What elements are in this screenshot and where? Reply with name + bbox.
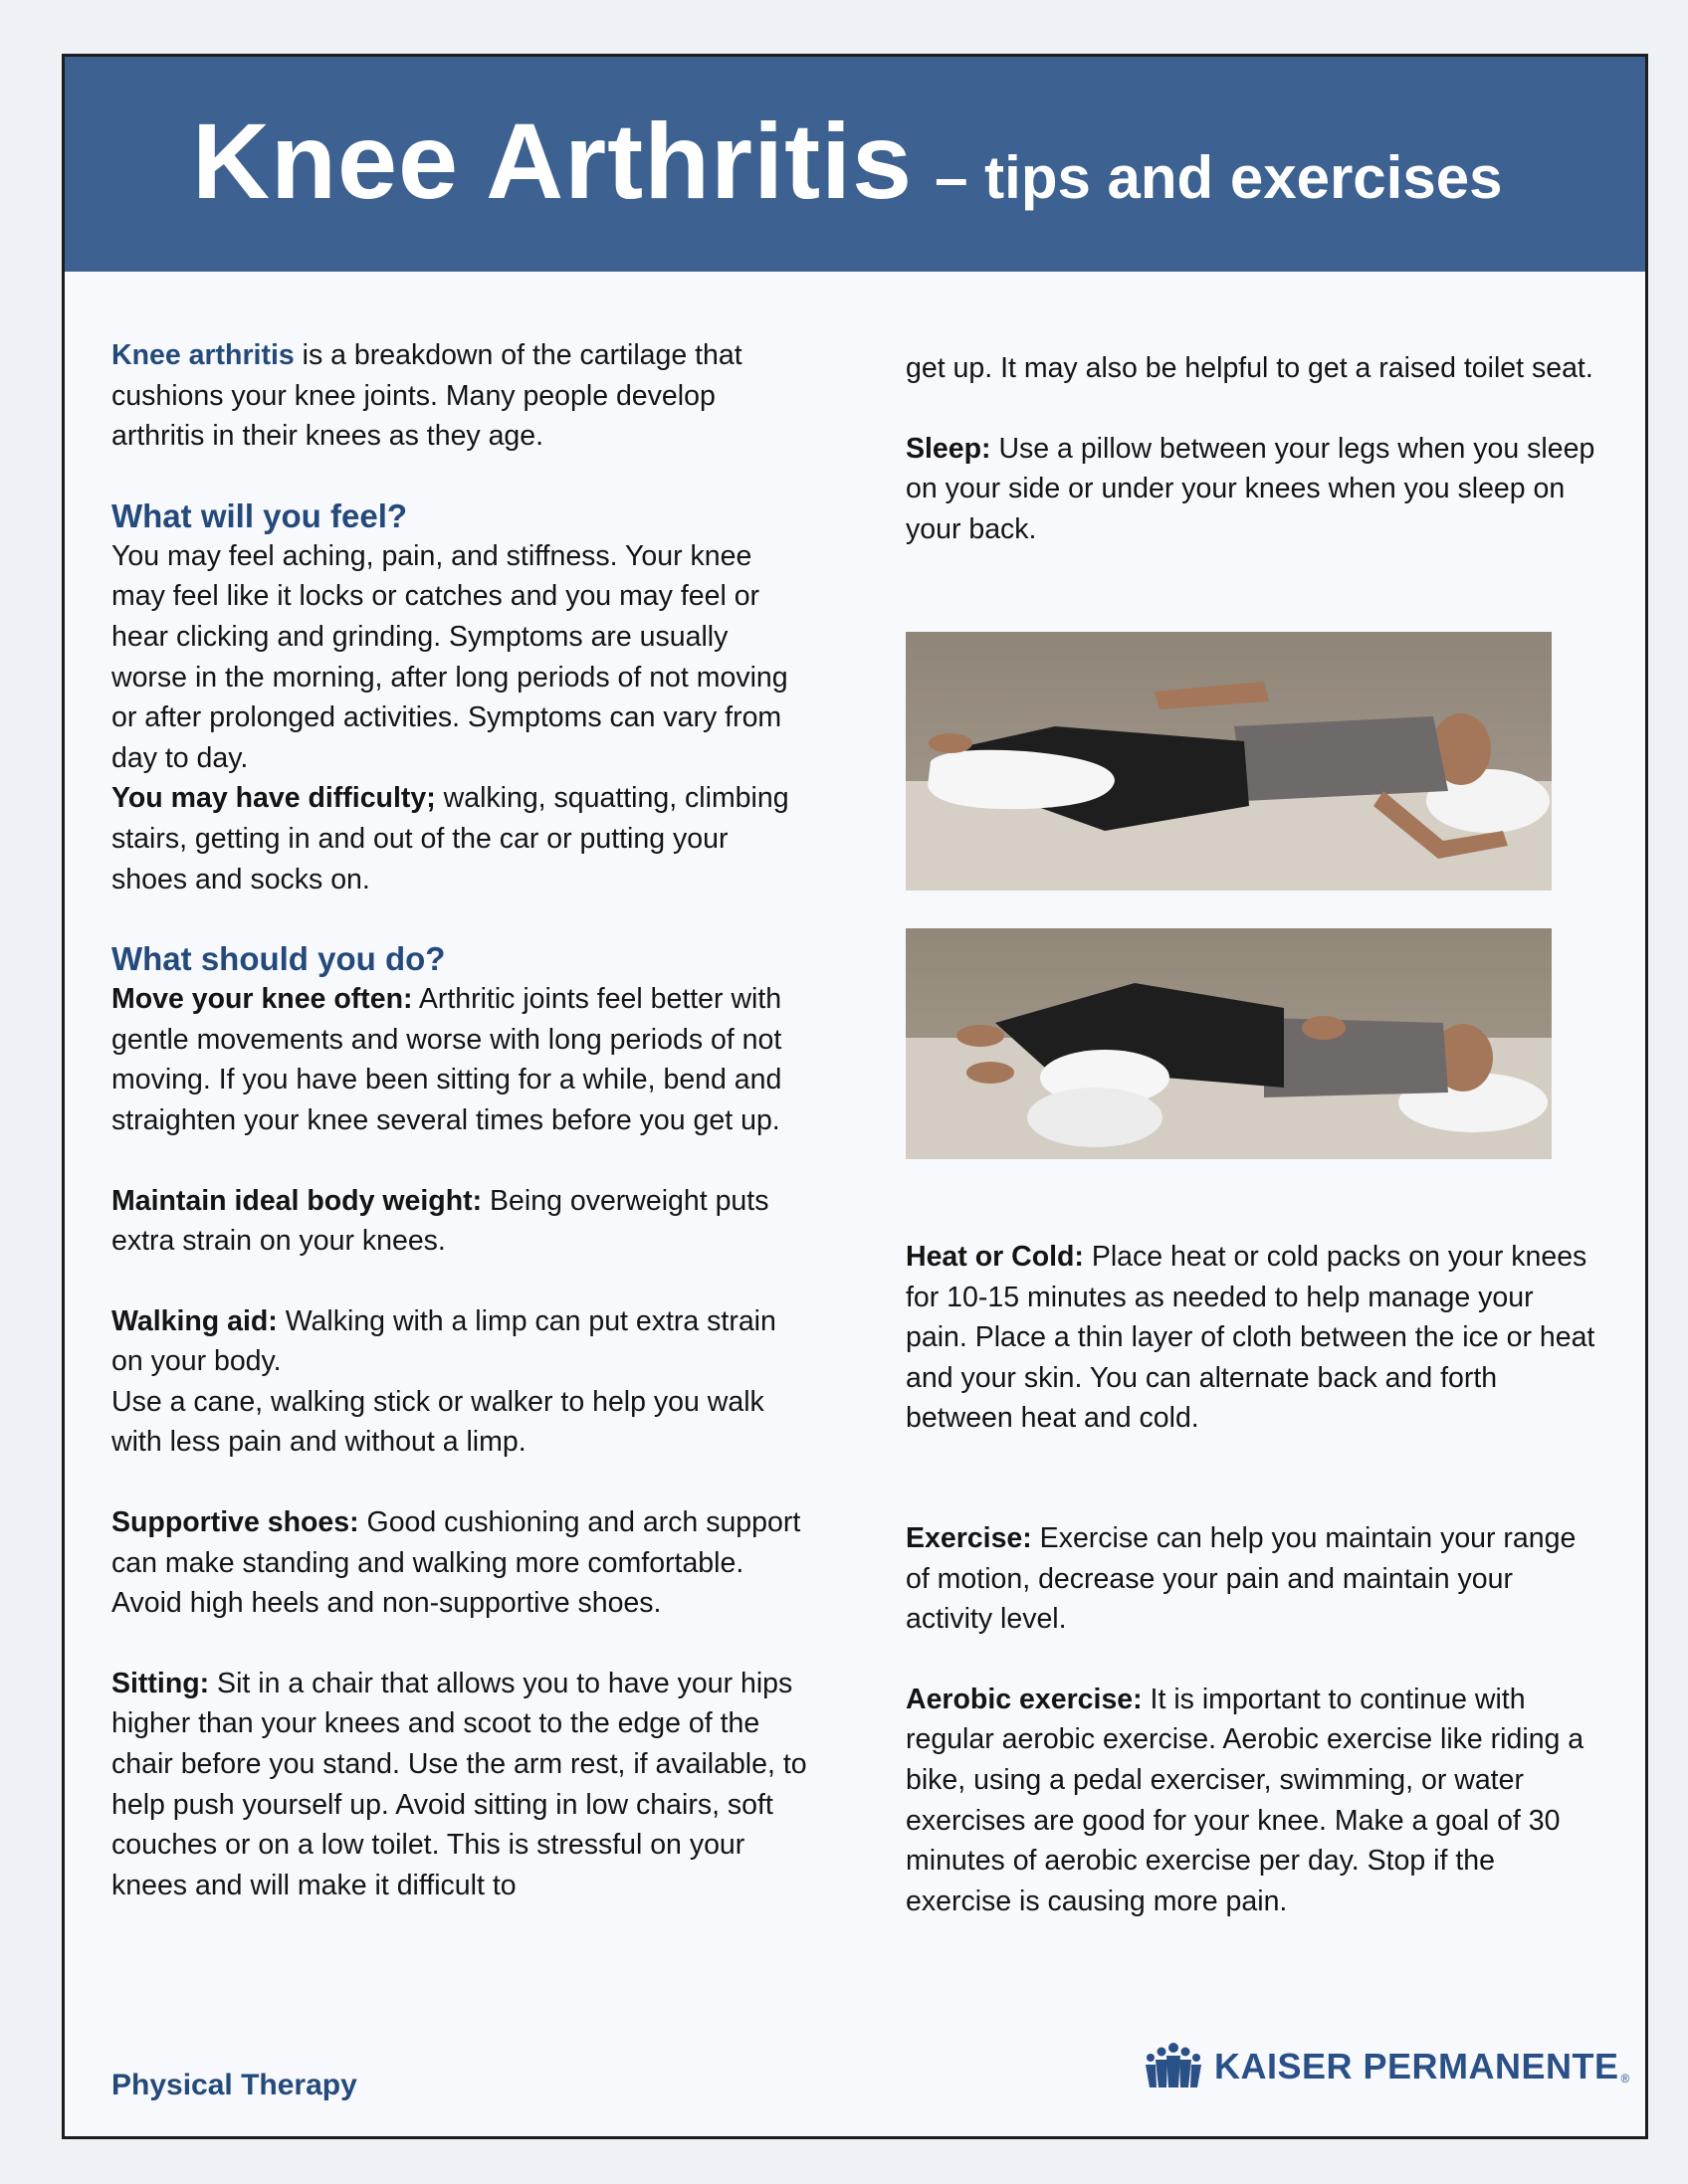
title-banner bbox=[65, 57, 1645, 272]
move-paragraph bbox=[111, 979, 808, 1140]
exercise-paragraph bbox=[906, 1518, 1602, 1640]
intro-text: is a breakdown of the cartilage that cushions your knee joints. Many people develop arthritis in their knees as they age. bbox=[111, 339, 742, 453]
exercise-text: Exercise can help you maintain your range of motion, decrease your pain and maintain your activity level. bbox=[906, 1521, 1577, 1636]
heat-lead: Heat or Cold: bbox=[906, 1241, 1084, 1273]
title-subtitle: – tips and exercises bbox=[935, 144, 1503, 211]
sit-lead: Sitting: bbox=[111, 1667, 210, 1699]
aerobic-paragraph bbox=[906, 1680, 1602, 1922]
brand-logo bbox=[1143, 2042, 1629, 2091]
heat-text: Place heat or cold packs on your knees for 10-15 minutes as needed to help manage your pain. Place a thin layer of cloth between the ice or heat and your skin. You can alternate back and forth between heat and cold. bbox=[906, 1241, 1595, 1435]
right-column-top bbox=[906, 348, 1602, 549]
intro-paragraph bbox=[111, 335, 808, 457]
do-heading: What should you do? bbox=[111, 940, 446, 978]
heat-cold-paragraph bbox=[906, 1237, 1602, 1439]
kaiser-people-icon bbox=[1143, 2042, 1204, 2091]
page-sheet bbox=[62, 54, 1648, 2139]
walking-aid-paragraph-2: Use a cane, walking stick or walker to help you walk with less pain and without a limp. bbox=[111, 1385, 764, 1459]
sitting-paragraph bbox=[111, 1664, 808, 1906]
sleep-paragraph bbox=[906, 429, 1602, 550]
difficulty-paragraph bbox=[111, 778, 808, 899]
sleep-lead: Sleep: bbox=[906, 432, 991, 465]
brand-name: KAISER PERMANENTE bbox=[1214, 2046, 1619, 2086]
aerobic-text: It is important to continue with regular aerobic exercise. Aerobic exercise like riding a bike, using a pedal exerciser, swimming, or water exercises are good for your knee. Make a goal of 30 minutes of aerobic exercise per day. Stop if the exercise is causing more pain. bbox=[906, 1683, 1584, 1917]
page-title bbox=[192, 99, 1502, 223]
left-column bbox=[111, 335, 808, 1905]
back-sleep-photo bbox=[906, 928, 1552, 1159]
difficulty-lead: You may have difficulty; bbox=[111, 782, 436, 815]
exercise-lead: Exercise: bbox=[906, 1521, 1032, 1554]
feel-heading: What will you feel? bbox=[111, 496, 408, 534]
weight-paragraph bbox=[111, 1181, 808, 1262]
side-sleep-illustration bbox=[906, 632, 1552, 891]
department-label: Physical Therapy bbox=[111, 2069, 357, 2101]
walk-lead: Walking aid: bbox=[111, 1304, 278, 1337]
shoes-lead: Supportive shoes: bbox=[111, 1506, 359, 1539]
weight-lead: Maintain ideal body weight: bbox=[111, 1184, 483, 1217]
right-column-bottom bbox=[906, 1237, 1602, 1921]
side-sleep-photo bbox=[906, 632, 1552, 891]
weight-text: Being overweight puts extra strain on your knees. bbox=[111, 1184, 769, 1258]
back-sleep-illustration bbox=[906, 928, 1552, 1159]
difficulty-text: walking, squatting, climbing stairs, getting in and out of the car or putting your shoes and socks on. bbox=[111, 782, 789, 895]
sleep-text: Use a pillow between your legs when you sleep on your side or under your knees when you sleep on your back. bbox=[906, 432, 1595, 545]
sit-text: Sit in a chair that allows you to have your hips higher than your knees and scoot to the edge of the chair before you stand. Use the arm rest, if available, to help push yourself up. Avoid sitting in low chairs, soft couches or on a low toilet. This is stressful on your knees and will make it difficult to bbox=[111, 1667, 807, 1901]
intro-lead: Knee arthritis bbox=[111, 339, 295, 371]
title-main: Knee Arthritis bbox=[192, 100, 914, 221]
aerobic-lead: Aerobic exercise: bbox=[906, 1683, 1143, 1715]
move-lead: Move your knee often: bbox=[111, 983, 413, 1016]
shoes-paragraph bbox=[111, 1502, 808, 1624]
continued-paragraph: get up. It may also be helpful to get a raised toilet seat. bbox=[906, 352, 1593, 384]
walk-text: Walking with a limp can put extra strain on your body. bbox=[111, 1304, 776, 1378]
feel-paragraph: You may feel aching, pain, and stiffness. Your knee may feel like it locks or catches and you may feel or hear clicking and grinding. Symptoms are usually worse in the morning, after long periods of not moving or after prolonged activities. Symptoms can vary from day to day. bbox=[111, 539, 788, 774]
brand-registered-mark: ® bbox=[1620, 2072, 1630, 2085]
walking-aid-paragraph bbox=[111, 1301, 808, 1382]
move-text: Arthritic joints feel better with gentle movements and worse with long periods of not moving. If you have been sitting for a while, bend and straighten your knee several times before you get up. bbox=[111, 983, 782, 1136]
shoes-text: Good cushioning and arch support can make standing and walking more comfortable. Avoid high heels and non-supportive shoes. bbox=[111, 1506, 801, 1620]
